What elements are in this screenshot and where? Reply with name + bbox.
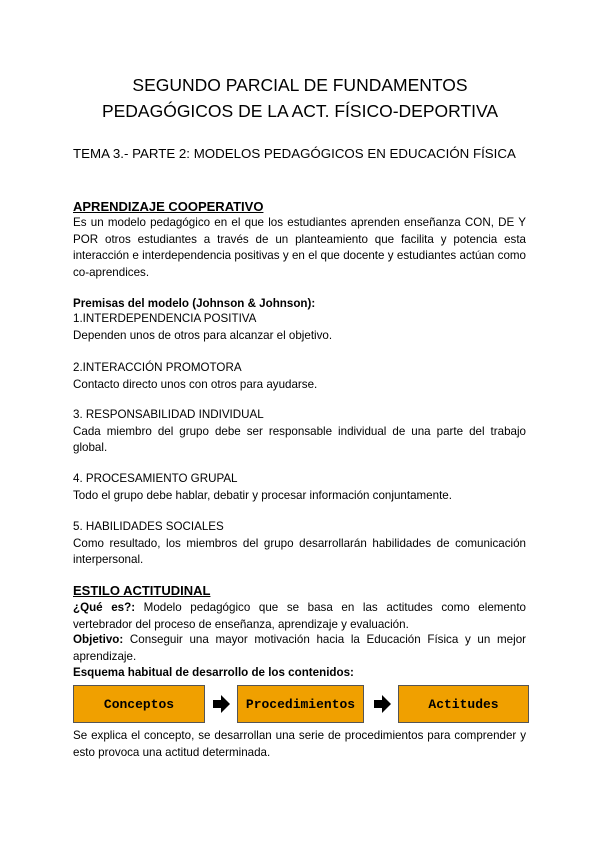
title-line-2: PEDAGÓGICOS DE LA ACT. FÍSICO-DEPORTIVA (101, 101, 499, 121)
objetivo-label: Objetivo: (73, 633, 124, 646)
que-es-label: ¿Qué es?: (73, 601, 136, 614)
premisa-text: Cada miembro del grupo debe ser responsable individual de una parte del trabajo global. (73, 424, 526, 454)
section-heading-cooperativo: APRENDIZAJE COOPERATIVO (73, 199, 264, 214)
box-actitudes: Actitudes (398, 685, 529, 723)
premisa-title: 2.INTERACCIÓN PROMOTORA (73, 361, 242, 374)
premisa-text: Contacto directo unos con otros para ayudarse. (73, 377, 318, 391)
esquema-title: Esquema habitual de desarrollo de los contenidos: (73, 666, 354, 679)
premisa-title: 1.INTERDEPENDENCIA POSITIVA (73, 312, 257, 325)
objetivo-paragraph (73, 632, 526, 665)
premisa-title: 3. RESPONSABILIDAD INDIVIDUAL (73, 408, 264, 421)
objetivo-text: Conseguir una mayor motivación hacia la Educación Física y un mejor aprendizaje. (73, 633, 526, 663)
box-procedimientos: Procedimientos (237, 685, 364, 723)
box-conceptos: Conceptos (73, 685, 205, 723)
conclusion-paragraph: Se explica el concepto, se desarrollan una serie de procedimientos para comprender y esto provoca una actitud determinada. (73, 729, 526, 759)
premisa-text: Todo el grupo debe hablar, debatir y procesar información conjuntamente. (73, 488, 452, 502)
que-es-paragraph (73, 600, 526, 633)
premisas-title: Premisas del modelo (Johnson & Johnson): (73, 297, 316, 310)
arrow-right-icon (372, 694, 392, 714)
premisa-text: Dependen unos de otros para alcanzar el objetivo. (73, 328, 333, 342)
premisa-3 (73, 407, 526, 457)
section-heading-actitudinal: ESTILO ACTITUDINAL (73, 583, 211, 598)
que-es-text: Modelo pedagógico que se basa en las actitudes como elemento vertebrador del proceso de enseñanza, aprendizaje y evaluación. (73, 601, 526, 631)
content-flow-diagram (73, 685, 528, 723)
premisa-1 (73, 311, 526, 344)
premisa-5 (73, 519, 526, 569)
title-line-1: SEGUNDO PARCIAL DE FUNDAMENTOS (132, 75, 468, 95)
premisa-4 (73, 471, 526, 504)
document-title (0, 72, 600, 124)
premisa-2 (73, 360, 526, 393)
premisa-title: 4. PROCESAMIENTO GRUPAL (73, 472, 238, 485)
arrow-right-icon (211, 694, 231, 714)
premisa-title: 5. HABILIDADES SOCIALES (73, 520, 224, 533)
cooperativo-description: Es un modelo pedagógico en el que los estudiantes aprenden enseñanza CON, DE Y POR otros estudiantes a través de un planteamiento que facilita y potencia esta interacción e interdependencia positivas y en el que docente y estudiantes actúan como co-aprendices. (73, 216, 526, 279)
premisa-text: Como resultado, los miembros del grupo desarrollarán habilidades de comunicación interpersonal. (73, 536, 526, 566)
topic-heading: TEMA 3.- PARTE 2: MODELOS PEDAGÓGICOS EN EDUCACIÓN FÍSICA (73, 146, 516, 161)
